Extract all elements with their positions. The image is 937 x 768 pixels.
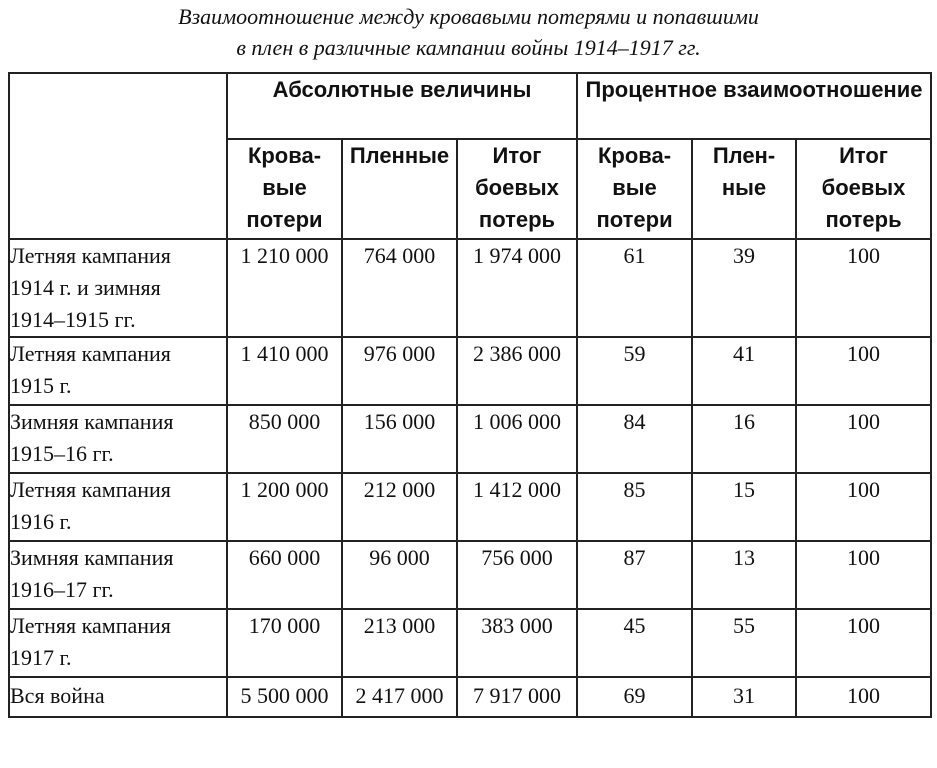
table-row <box>9 541 931 609</box>
row-label: Вся война <box>9 677 227 717</box>
cell-pct-prisoners: 39 <box>692 239 796 337</box>
table-caption-line-2: в плен в различные кампании войны 1914–1917 гг. <box>236 35 701 60</box>
cell-abs-bloody: 660 000 <box>227 541 342 609</box>
header-pct-prisoners: Плен- ные <box>692 139 796 239</box>
header-empty-corner <box>9 73 227 239</box>
table-row <box>9 405 931 473</box>
cell-abs-total: 756 000 <box>457 541 577 609</box>
table-row <box>9 677 931 717</box>
cell-abs-total: 7 917 000 <box>457 677 577 717</box>
cell-abs-bloody: 170 000 <box>227 609 342 677</box>
cell-pct-prisoners: 13 <box>692 541 796 609</box>
cell-pct-total: 100 <box>796 337 931 405</box>
table-caption-line-1: Взаимоотношение между кровавыми потерями и попавшими <box>178 4 759 29</box>
row-label: Летняя кампания 1917 г. <box>9 609 227 677</box>
cell-pct-total: 100 <box>796 609 931 677</box>
cell-pct-prisoners: 16 <box>692 405 796 473</box>
cell-pct-prisoners: 15 <box>692 473 796 541</box>
cell-abs-bloody: 1 410 000 <box>227 337 342 405</box>
cell-pct-bloody: 87 <box>577 541 692 609</box>
cell-abs-total: 1 974 000 <box>457 239 577 337</box>
cell-abs-prisoners: 96 000 <box>342 541 457 609</box>
losses-table <box>8 72 932 718</box>
header-abs-prisoners: Пленные <box>342 139 457 239</box>
header-pct-bloody-losses: Крова- вые потери <box>577 139 692 239</box>
cell-pct-total: 100 <box>796 405 931 473</box>
header-pct-total: Итог боевых потерь <box>796 139 931 239</box>
cell-pct-bloody: 45 <box>577 609 692 677</box>
cell-pct-bloody: 61 <box>577 239 692 337</box>
cell-abs-bloody: 5 500 000 <box>227 677 342 717</box>
cell-abs-total: 2 386 000 <box>457 337 577 405</box>
cell-pct-total: 100 <box>796 677 931 717</box>
table-row <box>9 609 931 677</box>
cell-abs-prisoners: 2 417 000 <box>342 677 457 717</box>
cell-pct-bloody: 85 <box>577 473 692 541</box>
row-label: Летняя кампания 1916 г. <box>9 473 227 541</box>
row-label: Зимняя кампания 1915–16 гг. <box>9 405 227 473</box>
cell-pct-bloody: 69 <box>577 677 692 717</box>
header-abs-total: Итог боевых потерь <box>457 139 577 239</box>
table-row <box>9 473 931 541</box>
row-label: Летняя кампания 1914 г. и зимняя 1914–1915 гг. <box>9 239 227 337</box>
cell-abs-total: 1 412 000 <box>457 473 577 541</box>
row-label: Зимняя кампания 1916–17 гг. <box>9 541 227 609</box>
header-percent-ratio: Процентное взаимоотношение <box>577 73 931 139</box>
cell-pct-prisoners: 31 <box>692 677 796 717</box>
cell-abs-bloody: 850 000 <box>227 405 342 473</box>
table-body <box>9 239 931 717</box>
cell-abs-prisoners: 764 000 <box>342 239 457 337</box>
header-abs-bloody-losses: Крова- вые потери <box>227 139 342 239</box>
cell-abs-prisoners: 212 000 <box>342 473 457 541</box>
cell-abs-prisoners: 976 000 <box>342 337 457 405</box>
cell-pct-bloody: 84 <box>577 405 692 473</box>
table-row <box>9 337 931 405</box>
cell-abs-bloody: 1 210 000 <box>227 239 342 337</box>
cell-pct-prisoners: 41 <box>692 337 796 405</box>
cell-pct-bloody: 59 <box>577 337 692 405</box>
cell-abs-bloody: 1 200 000 <box>227 473 342 541</box>
cell-abs-prisoners: 156 000 <box>342 405 457 473</box>
cell-pct-total: 100 <box>796 473 931 541</box>
table-row <box>9 239 931 337</box>
cell-abs-total: 383 000 <box>457 609 577 677</box>
cell-pct-total: 100 <box>796 541 931 609</box>
cell-pct-total: 100 <box>796 239 931 337</box>
cell-pct-prisoners: 55 <box>692 609 796 677</box>
cell-abs-total: 1 006 000 <box>457 405 577 473</box>
cell-abs-prisoners: 213 000 <box>342 609 457 677</box>
header-absolute-values: Абсолютные величины <box>227 73 577 139</box>
row-label: Летняя кампания 1915 г. <box>9 337 227 405</box>
